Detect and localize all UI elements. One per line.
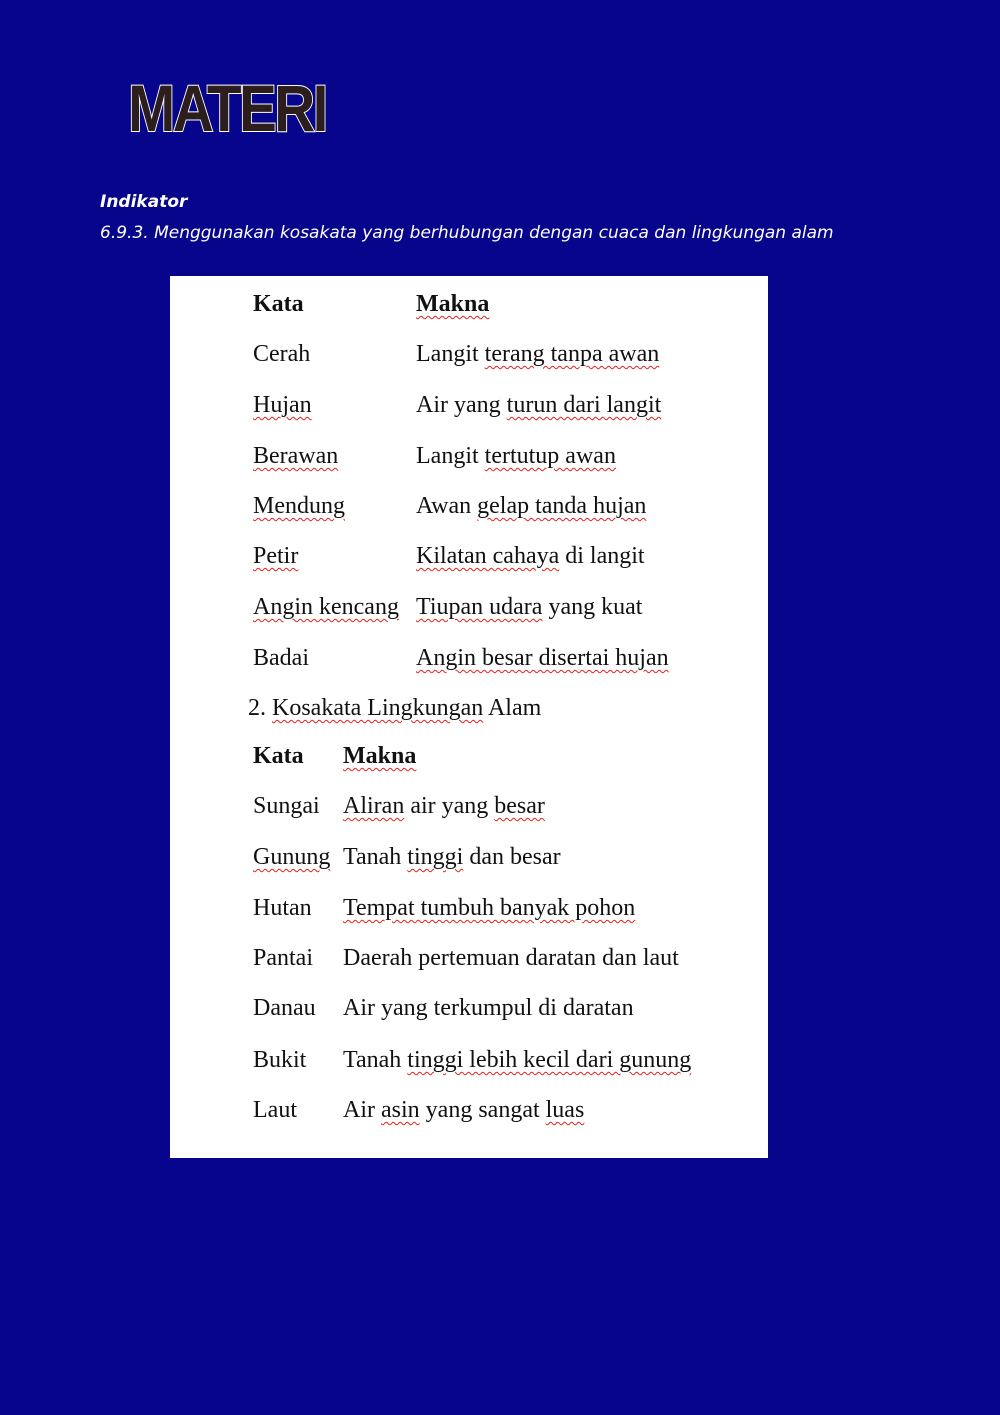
makna-cell: Tiupan udara yang kuat [416, 594, 643, 620]
kata-cell: Hutan [253, 895, 312, 921]
section-title-suffix: Alam [483, 695, 542, 721]
makna-cell: Air yang terkumpul di daratan [343, 995, 634, 1021]
kata-cell: Berawan [253, 443, 339, 469]
kata-cell: Petir [253, 543, 299, 569]
kata-cell: Danau [253, 995, 316, 1021]
makna-cell: Angin besar disertai hujan [416, 645, 669, 671]
kata-cell: Sungai [253, 793, 320, 819]
kata-cell: Hujan [253, 392, 312, 418]
section-number: 2. [248, 695, 266, 721]
makna-cell: Air asin yang sangat luas [343, 1097, 585, 1123]
kata-cell: Pantai [253, 945, 313, 971]
vocabulary-document [170, 276, 768, 1158]
makna-cell: Awan gelap tanda hujan [416, 493, 647, 519]
indikator-text: 6.9.3. Menggunakan kosakata yang berhubungan dengan cuaca dan lingkungan alam [100, 223, 834, 243]
makna-cell: Tempat tumbuh banyak pohon [343, 895, 636, 921]
makna-cell: Tanah tinggi lebih kecil dari gunung [343, 1047, 692, 1073]
column-header-kata: Kata [253, 743, 304, 769]
kata-cell: Bukit [253, 1047, 307, 1073]
makna-cell: Kilatan cahaya di langit [416, 543, 645, 569]
column-header-makna: Makna [416, 291, 490, 317]
kata-cell: Badai [253, 645, 309, 671]
column-header-makna: Makna [343, 743, 417, 769]
makna-cell: Langit tertutup awan [416, 443, 616, 469]
kata-cell: Cerah [253, 341, 311, 367]
column-header-kata: Kata [253, 291, 304, 317]
makna-cell: Air yang turun dari langit [416, 392, 662, 418]
makna-cell: Langit terang tanpa awan [416, 341, 660, 367]
makna-cell: Tanah tinggi dan besar [343, 844, 561, 870]
section-heading [248, 694, 541, 722]
makna-cell: Daerah pertemuan daratan dan laut [343, 945, 679, 971]
kata-cell: Laut [253, 1097, 297, 1123]
section-title: Kosakata Lingkungan [272, 695, 484, 721]
kata-cell: Angin kencang [253, 594, 399, 620]
kata-cell: Gunung [253, 844, 331, 870]
makna-cell: Aliran air yang besar [343, 793, 545, 819]
page-title: MATERI [128, 71, 326, 145]
indikator-label: Indikator [100, 192, 188, 212]
kata-cell: Mendung [253, 493, 345, 519]
